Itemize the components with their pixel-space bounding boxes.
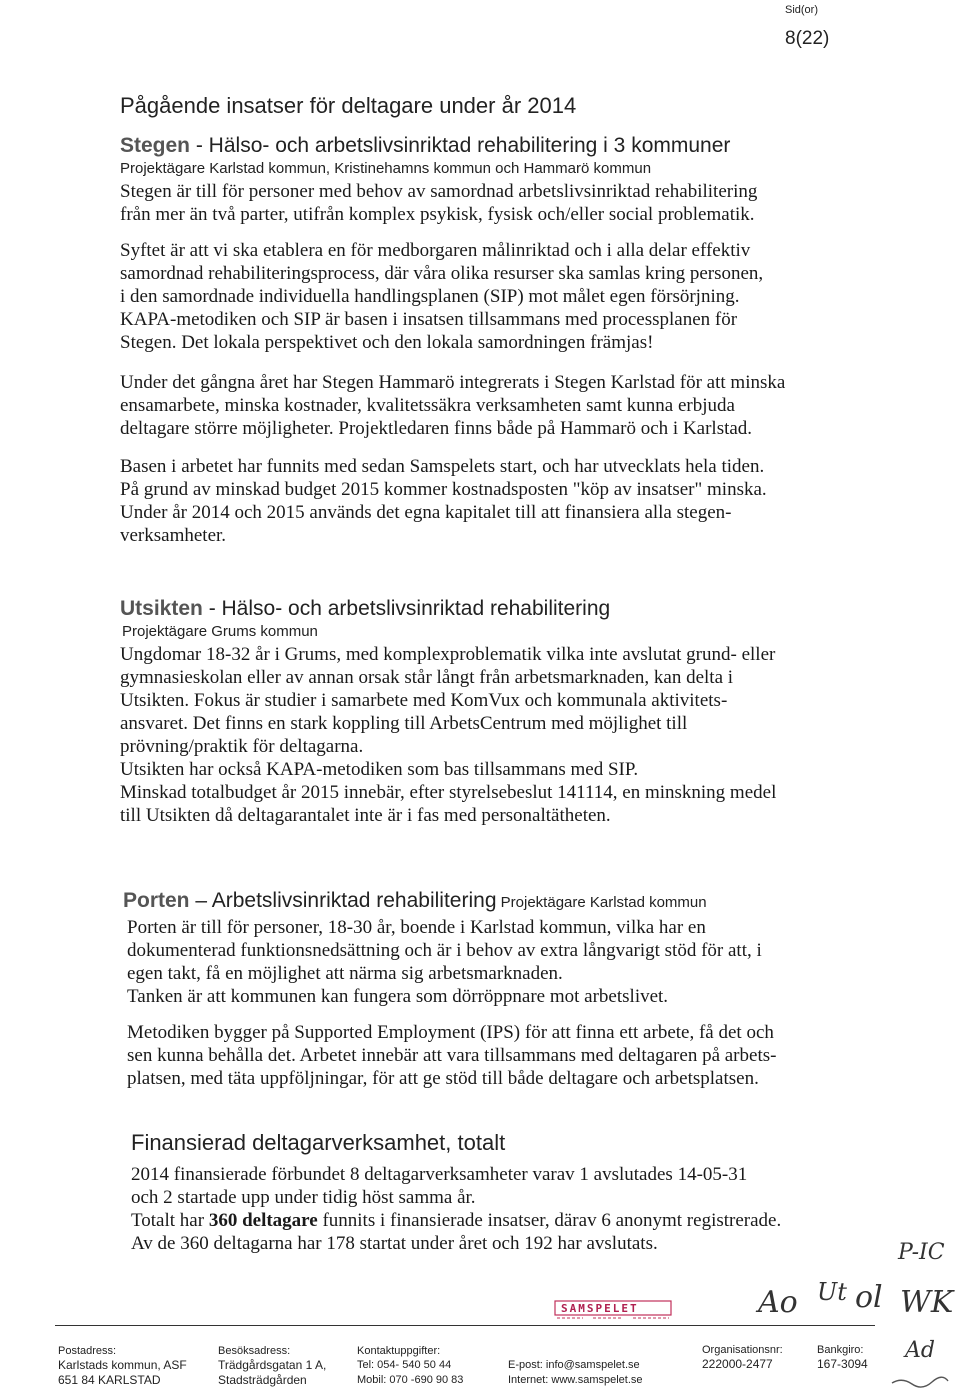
footer-value: Trädgårdsgatan 1 A, xyxy=(218,1358,327,1372)
utsikten-heading xyxy=(120,597,610,621)
text-line: prövning/praktik för deltagarna. xyxy=(120,736,364,757)
stegen-paragraph-4 xyxy=(120,455,767,547)
text-line: På grund av minskad budget 2015 kommer kostnadsposten "köp av insatser" minska. xyxy=(120,479,767,500)
text-line: deltagare större möjligheter. Projektledaren finns både på Hammarö och i Karlstad. xyxy=(120,418,753,439)
text-line xyxy=(131,1209,781,1232)
porten-owner: Projektägare Karlstad kommun xyxy=(496,894,707,911)
stegen-owner: Projektägare Karlstad kommun, Kristinehamns kommun och Hammarö kommun xyxy=(120,160,652,177)
signature-3: ol xyxy=(855,1280,883,1315)
text-line: till Utsikten då deltagarantalet inte är i fas med personaltätheten. xyxy=(120,805,611,826)
text-line: verksamheter. xyxy=(120,525,227,546)
porten-paragraph-1 xyxy=(127,916,762,1008)
footer-website-link[interactable]: Internet: www.samspelet.se xyxy=(508,1374,643,1386)
logo-text: SAMSPELET xyxy=(561,1302,639,1315)
stegen-name: Stegen xyxy=(120,134,191,157)
utsikten-name: Utsikten xyxy=(120,597,203,620)
porten-heading xyxy=(123,889,707,913)
text-line: Tanken är att kommunen kan fungera som dörröppnare mot arbetslivet. xyxy=(127,986,669,1007)
text-fragment: funnits i finansierade insatser, därav 6 anonymt registrerade. xyxy=(317,1210,782,1231)
footer-label: Postadress: xyxy=(58,1345,117,1357)
footer-value: Karlstads kommun, ASF xyxy=(58,1358,187,1372)
text-line: samordnad rehabiliteringsprocess, där våra olika resurser ska samlas kring personen, xyxy=(120,263,764,284)
porten-name: Porten xyxy=(123,889,190,912)
text-line: KAPA-metodiken och SIP är basen i insatsen tillsammans med processplanen för xyxy=(120,309,738,330)
text-line: från mer än två parter, utifrån komplex psykisk, fysisk och/eller social problematik. xyxy=(120,204,755,225)
text-line: Av de 360 deltagarna har 178 startat under året och 192 har avslutats. xyxy=(131,1233,658,1254)
utsikten-paragraph xyxy=(120,643,776,827)
footer-label: Besöksadress: xyxy=(218,1345,291,1357)
scribble-icon xyxy=(890,1375,950,1389)
utsikten-owner: Projektägare Grums kommun xyxy=(122,623,318,640)
header-label: Sid(or) xyxy=(785,4,819,16)
text-line: Stegen. Det lokala perspektivet och den lokala samordningen främjas! xyxy=(120,332,654,353)
signature-5: Ad xyxy=(905,1338,935,1363)
footer-bank xyxy=(817,1343,868,1372)
stegen-paragraph-2 xyxy=(120,239,763,354)
utsikten-subtitle: - Hälso- och arbetslivsinriktad rehabilitering xyxy=(202,597,611,620)
footer-web xyxy=(508,1358,643,1388)
footer-value: 222000-2477 xyxy=(702,1357,773,1371)
signature-4: WK xyxy=(900,1285,954,1320)
page-title: Pågående insatser för deltagare under år 2014 xyxy=(120,93,577,118)
footer-divider xyxy=(55,1325,875,1326)
text-line: Basen i arbetet har funnits med sedan Samspelets start, och har utvecklats hela tiden. xyxy=(120,456,765,477)
footer-email-link[interactable]: E-post: info@samspelet.se xyxy=(508,1359,640,1371)
text-fragment: Totalt har xyxy=(131,1210,209,1231)
text-line: Minskad totalbudget år 2015 innebär, efter styrelsebeslut 141114, en minskning medel xyxy=(120,782,777,803)
text-line: Utsikten har också KAPA-metodiken som bas tillsammans med SIP. xyxy=(120,759,639,780)
text-line: Syftet är att vi ska etablera en för medborgaren målinriktad och i alla delar effektiv xyxy=(120,240,751,261)
stegen-subtitle: - Hälso- och arbetslivsinriktad rehabilitering i 3 kommuner xyxy=(190,134,731,157)
text-line: platsen, med täta uppföljningar, för att ge stöd till både deltagare och arbetsplatsen. xyxy=(127,1068,759,1089)
text-line: ansvaret. Det finns en stark koppling till ArbetsCentrum med möjlighet till xyxy=(120,713,688,734)
text-line: Under det gångna året har Stegen Hammarö integrerats i Stegen Karlstad för att minska xyxy=(120,372,786,393)
footer-besoksadress xyxy=(218,1344,326,1388)
signature-1: Ao xyxy=(758,1285,798,1320)
text-line: dokumenterad funktionsnedsättning och är i behov av extra långvarigt stöd för att, i xyxy=(127,940,762,961)
footer-value: 167-3094 xyxy=(817,1357,868,1371)
footer-postadress xyxy=(58,1344,187,1388)
text-line: Metodiken bygger på Supported Employment (IPS) för att finna ett arbete, få det och xyxy=(127,1022,774,1043)
handwritten-mark: P-IC xyxy=(898,1240,945,1265)
footer-value: Stadsträdgården xyxy=(218,1373,307,1387)
text-line: sen kunna behålla det. Arbetet innebär att vara tillsammans med deltagaren på arbets- xyxy=(127,1045,777,1066)
text-line: Stegen är till för personer med behov av samordnad arbetslivsinriktad rehabilitering xyxy=(120,181,758,202)
footer-label: Organisationsnr: xyxy=(702,1344,783,1356)
footer-label: Kontaktuppgifter: xyxy=(357,1345,441,1357)
footer-value: Mobil: 070 -690 90 83 xyxy=(357,1374,464,1386)
stegen-heading xyxy=(120,134,730,158)
text-line: egen takt, få en möjlighet att närma sig arbetsmarknaden. xyxy=(127,963,563,984)
footer-value: 651 84 KARLSTAD xyxy=(58,1373,161,1387)
finans-paragraph xyxy=(131,1163,781,1255)
stegen-paragraph-1 xyxy=(120,180,757,226)
text-line: gymnasieskolan eller av annan orsak står långt från arbetsmarknaden, kan delta i xyxy=(120,667,734,688)
text-line: i den samordnade individuella handlingsplanen (SIP) mot målet egen försörjning. xyxy=(120,286,740,307)
footer-label: Bankgiro: xyxy=(817,1344,864,1356)
footer-value: Tel: 054- 540 50 44 xyxy=(357,1359,452,1371)
page-number: 8(22) xyxy=(785,28,830,49)
signature-2: Ut xyxy=(817,1278,847,1306)
text-line: Under år 2014 och 2015 används det egna kapitalet till att finansiera alla stegen- xyxy=(120,502,732,523)
samspelet-logo xyxy=(553,1297,673,1321)
stegen-paragraph-3 xyxy=(120,371,785,440)
footer-org xyxy=(702,1343,783,1372)
finans-title: Finansierad deltagarverksamhet, totalt xyxy=(131,1130,506,1155)
text-line: Utsikten. Fokus är studier i samarbete med KomVux och kommunala aktivitets- xyxy=(120,690,728,711)
bold-count: 360 deltagare xyxy=(208,1210,318,1231)
text-line: ensamarbete, minska kostnader, kvalitetssäkra verksamheten samt kunna erbjuda xyxy=(120,395,735,416)
footer-kontakt xyxy=(357,1344,463,1388)
text-line: och 2 startade upp under tidig höst samma år. xyxy=(131,1187,476,1208)
text-line: Porten är till för personer, 18-30 år, boende i Karlstad kommun, vilka har en xyxy=(127,917,706,938)
porten-subtitle: – Arbetslivsinriktad rehabilitering xyxy=(189,889,497,912)
text-line: Ungdomar 18-32 år i Grums, med komplexproblematik vilka inte avslutat grund- eller xyxy=(120,644,776,665)
porten-paragraph-2 xyxy=(127,1021,776,1090)
text-line: 2014 finansierade förbundet 8 deltagarverksamheter varav 1 avslutades 14-05-31 xyxy=(131,1164,748,1185)
